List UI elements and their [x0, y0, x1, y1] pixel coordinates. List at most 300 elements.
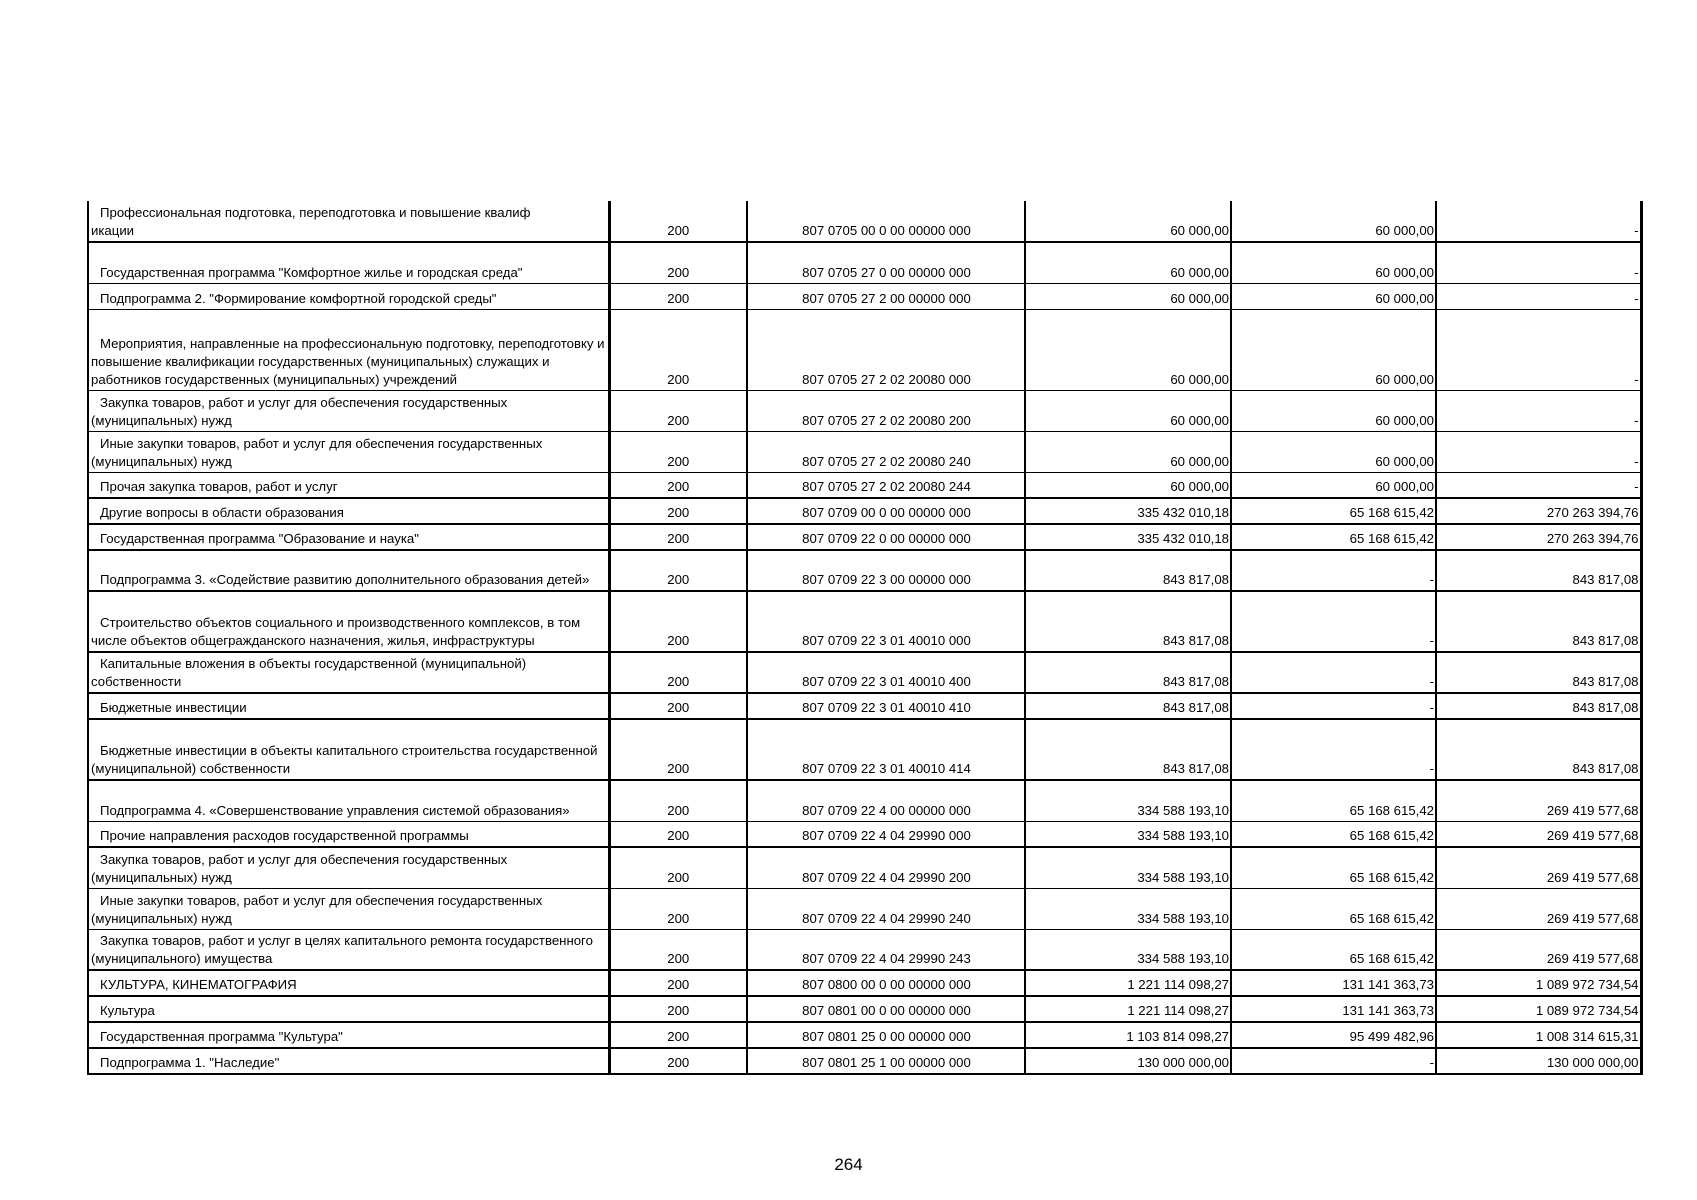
approved-amount-text: 843 817,08 — [1162, 700, 1229, 715]
budget-classification-code — [747, 550, 1025, 591]
budget-item-name-text: Мероприятия, направленные на профессиональную подготовку, переподготовку и повышение квалификации государственных (муниципальных) служащих и работников государственных (муниципальных) учреждений — [91, 335, 605, 387]
budget-classification-code-text: 807 0709 22 3 01 40010 400 — [802, 674, 971, 689]
approved-amount-text: 1 103 814 098,27 — [1126, 1029, 1229, 1044]
line-code-text: 200 — [667, 1055, 690, 1070]
budget-item-name — [88, 821, 609, 847]
budget-item-name-text: Подпрограмма 4. «Совершенствование управления системой образования» — [100, 802, 570, 818]
executed-amount-text: 65 168 615,42 — [1349, 802, 1434, 818]
unexecuted-amount-text: 1 008 314 615,31 — [1535, 1029, 1639, 1044]
budget-classification-code — [747, 283, 1025, 309]
table-row — [88, 821, 1641, 847]
unexecuted-amount — [1436, 1022, 1641, 1048]
unexecuted-amount — [1436, 970, 1641, 996]
unexecuted-amount-text: 1 089 972 734,54 — [1535, 1003, 1639, 1018]
approved-amount-text: 1 221 114 098,27 — [1127, 977, 1229, 992]
line-code-text: 200 — [667, 453, 690, 469]
budget-item-name — [88, 970, 609, 996]
budget-classification-code-text: 807 0709 00 0 00 00000 000 — [802, 505, 971, 520]
unexecuted-amount-text: 269 419 577,68 — [1546, 951, 1639, 966]
executed-amount — [1231, 652, 1436, 693]
approved-amount-text: 60 000,00 — [1170, 371, 1229, 387]
approved-amount — [1025, 550, 1231, 591]
budget-item-name-text: Государственная программа "Комфортное жилье и городская среда" — [100, 264, 523, 280]
approved-amount-text: 130 000 000,00 — [1137, 1055, 1229, 1070]
executed-amount — [1231, 550, 1436, 591]
line-code-text: 200 — [667, 264, 690, 280]
table-row — [88, 550, 1641, 591]
budget-item-name — [88, 719, 609, 780]
budget-item-name-text: Строительство объектов социального и производственного комплексов, в том числе объектов общегражданского назначения, жилья, инфраструктуры — [91, 615, 581, 648]
executed-amount-text: 131 141 363,73 — [1342, 1003, 1434, 1018]
budget-item-name — [88, 591, 609, 652]
approved-amount — [1025, 929, 1231, 970]
executed-amount — [1231, 888, 1436, 929]
line-code-text: 200 — [667, 674, 690, 689]
budget-item-name-text: Закупка товаров, работ и услуг для обеспечения государственных (муниципальных) нужд — [91, 851, 508, 885]
executed-amount-text: - — [1429, 700, 1434, 715]
unexecuted-amount — [1436, 719, 1641, 780]
unexecuted-amount-text: - — [1634, 479, 1639, 494]
unexecuted-amount — [1436, 390, 1641, 431]
approved-amount-text: 334 588 193,10 — [1137, 869, 1229, 885]
table-row — [88, 498, 1641, 524]
budget-classification-code-text: 807 0705 00 0 00 00000 000 — [802, 223, 971, 238]
budget-classification-code-text: 807 0709 22 4 04 29990 240 — [802, 910, 971, 926]
unexecuted-amount-text: 843 817,08 — [1572, 633, 1639, 648]
table-row — [88, 591, 1641, 652]
executed-amount — [1231, 780, 1436, 821]
approved-amount-text: 60 000,00 — [1170, 290, 1229, 306]
budget-item-name — [88, 693, 609, 719]
executed-amount-text: 60 000,00 — [1375, 371, 1434, 387]
unexecuted-amount — [1436, 1048, 1641, 1074]
budget-classification-code-text: 807 0801 00 0 00 00000 000 — [802, 1003, 971, 1018]
line-code — [609, 201, 747, 242]
executed-amount-text: 60 000,00 — [1375, 264, 1434, 280]
table-row — [88, 472, 1641, 498]
unexecuted-amount-text: 130 000 000,00 — [1546, 1055, 1639, 1070]
budget-classification-code-text: 807 0709 22 3 01 40010 410 — [802, 700, 971, 715]
unexecuted-amount — [1436, 524, 1641, 550]
approved-amount — [1025, 693, 1231, 719]
approved-amount-text: 843 817,08 — [1162, 674, 1229, 689]
budget-item-name-text: Подпрограмма 3. «Содействие развитию дополнительного образования детей» — [100, 572, 590, 587]
approved-amount-text: 843 817,08 — [1162, 761, 1229, 776]
approved-amount-text: 60 000,00 — [1170, 264, 1229, 280]
budget-classification-code-text: 807 0800 00 0 00 00000 000 — [802, 977, 971, 992]
line-code-text: 200 — [667, 700, 690, 715]
executed-amount — [1231, 201, 1436, 242]
table-row — [88, 996, 1641, 1022]
line-code-text: 200 — [667, 223, 690, 238]
approved-amount — [1025, 390, 1231, 431]
executed-amount-text: 65 168 615,42 — [1349, 869, 1434, 885]
budget-item-name — [88, 472, 609, 498]
approved-amount-text: 60 000,00 — [1170, 479, 1229, 494]
budget-item-name-text: Бюджетные инвестиции — [100, 700, 247, 715]
executed-amount — [1231, 524, 1436, 550]
line-code-text: 200 — [667, 828, 690, 843]
table-row — [88, 1022, 1641, 1048]
executed-amount — [1231, 309, 1436, 390]
approved-amount — [1025, 996, 1231, 1022]
table-row — [88, 201, 1641, 242]
page-number: 264 — [834, 1155, 863, 1174]
executed-amount-text: 65 168 615,42 — [1349, 505, 1434, 520]
line-code — [609, 996, 747, 1022]
approved-amount-text: 334 588 193,10 — [1137, 802, 1229, 818]
budget-classification-code-text: 807 0705 27 2 02 20080 244 — [802, 479, 971, 494]
unexecuted-amount — [1436, 498, 1641, 524]
approved-amount — [1025, 1022, 1231, 1048]
line-code-text: 200 — [667, 910, 690, 926]
unexecuted-amount-text: 270 263 394,76 — [1546, 505, 1639, 520]
approved-amount-text: 335 432 010,18 — [1137, 531, 1229, 546]
unexecuted-amount — [1436, 201, 1641, 242]
executed-amount-text: - — [1429, 761, 1434, 776]
table-row — [88, 283, 1641, 309]
line-code-text: 200 — [667, 869, 690, 885]
budget-classification-code-text: 807 0705 27 2 02 20080 200 — [802, 412, 971, 428]
budget-classification-code — [747, 524, 1025, 550]
executed-amount — [1231, 970, 1436, 996]
table-row — [88, 929, 1641, 970]
budget-item-name — [88, 242, 609, 283]
unexecuted-amount-text: - — [1634, 412, 1639, 428]
unexecuted-amount-text: 269 419 577,68 — [1546, 802, 1639, 818]
executed-amount — [1231, 498, 1436, 524]
budget-execution-table — [87, 201, 1643, 1075]
unexecuted-amount — [1436, 309, 1641, 390]
table-row — [88, 242, 1641, 283]
executed-amount-text: 60 000,00 — [1375, 479, 1434, 494]
line-code — [609, 888, 747, 929]
approved-amount-text: 1 221 114 098,27 — [1127, 1003, 1229, 1018]
budget-classification-code-text: 807 0705 27 2 02 20080 240 — [802, 453, 971, 469]
line-code — [609, 498, 747, 524]
line-code — [609, 1022, 747, 1048]
approved-amount — [1025, 970, 1231, 996]
budget-item-name — [88, 201, 609, 242]
line-code — [609, 550, 747, 591]
budget-item-name — [88, 283, 609, 309]
unexecuted-amount — [1436, 996, 1641, 1022]
executed-amount-text: - — [1429, 674, 1434, 689]
budget-item-name-text: Прочая закупка товаров, работ и услуг — [100, 479, 338, 494]
budget-classification-code — [747, 652, 1025, 693]
approved-amount — [1025, 524, 1231, 550]
table-body — [88, 201, 1641, 1074]
budget-item-name — [88, 780, 609, 821]
unexecuted-amount — [1436, 431, 1641, 472]
unexecuted-amount-text: 269 419 577,68 — [1546, 910, 1639, 926]
executed-amount-text: 60 000,00 — [1375, 290, 1434, 306]
executed-amount-text: 60 000,00 — [1375, 223, 1434, 238]
approved-amount — [1025, 719, 1231, 780]
executed-amount-text: 60 000,00 — [1375, 453, 1434, 469]
line-code-text: 200 — [667, 371, 690, 387]
budget-classification-code — [747, 970, 1025, 996]
line-code-text: 200 — [667, 802, 690, 818]
line-code — [609, 1048, 747, 1074]
budget-item-name-text: Закупка товаров, работ и услуг для обеспечения государственных (муниципальных) нужд — [91, 394, 508, 428]
budget-classification-code — [747, 821, 1025, 847]
unexecuted-amount — [1436, 550, 1641, 591]
budget-classification-code-text: 807 0705 27 2 00 00000 000 — [802, 290, 971, 306]
budget-classification-code — [747, 201, 1025, 242]
approved-amount — [1025, 283, 1231, 309]
budget-classification-code-text: 807 0709 22 4 00 00000 000 — [802, 802, 971, 818]
table-row — [88, 309, 1641, 390]
budget-item-name — [88, 888, 609, 929]
budget-classification-code-text: 807 0709 22 4 04 29990 243 — [802, 951, 971, 966]
unexecuted-amount — [1436, 929, 1641, 970]
unexecuted-amount — [1436, 780, 1641, 821]
table-row — [88, 888, 1641, 929]
unexecuted-amount-text: 843 817,08 — [1572, 761, 1639, 776]
line-code-text: 200 — [667, 505, 690, 520]
approved-amount — [1025, 309, 1231, 390]
unexecuted-amount — [1436, 591, 1641, 652]
budget-item-name-text: Прочие направления расходов государственной программы — [100, 828, 469, 843]
approved-amount — [1025, 242, 1231, 283]
unexecuted-amount — [1436, 693, 1641, 719]
budget-classification-code-text: 807 0709 22 3 01 40010 000 — [802, 633, 971, 648]
unexecuted-amount — [1436, 888, 1641, 929]
budget-item-name — [88, 431, 609, 472]
budget-classification-code — [747, 309, 1025, 390]
unexecuted-amount — [1436, 283, 1641, 309]
line-code-text: 200 — [667, 1029, 690, 1044]
budget-item-name-text: Бюджетные инвестиции в объекты капитального строительства государственной (муниципальной) собственности — [91, 743, 598, 776]
line-code — [609, 719, 747, 780]
budget-classification-code-text: 807 0709 22 4 04 29990 200 — [802, 869, 971, 885]
unexecuted-amount — [1436, 242, 1641, 283]
executed-amount-text: 131 141 363,73 — [1342, 977, 1434, 992]
executed-amount — [1231, 719, 1436, 780]
unexecuted-amount — [1436, 472, 1641, 498]
budget-item-name-text: Закупка товаров, работ и услуг в целях капитального ремонта государственного (муниципального) имущества — [91, 933, 593, 966]
budget-classification-code — [747, 929, 1025, 970]
budget-classification-code-text: 807 0705 27 0 00 00000 000 — [802, 264, 971, 280]
budget-classification-code — [747, 693, 1025, 719]
budget-item-name-text: Другие вопросы в области образования — [100, 505, 344, 520]
unexecuted-amount — [1436, 847, 1641, 888]
budget-item-name-text: Государственная программа "Культура" — [100, 1029, 343, 1044]
budget-classification-code — [747, 498, 1025, 524]
unexecuted-amount-text: 843 817,08 — [1572, 674, 1639, 689]
executed-amount-text: - — [1429, 1055, 1434, 1070]
budget-item-name — [88, 652, 609, 693]
table-row — [88, 847, 1641, 888]
budget-classification-code-text: 807 0709 22 3 00 00000 000 — [802, 572, 971, 587]
table-row — [88, 719, 1641, 780]
unexecuted-amount-text: 270 263 394,76 — [1546, 531, 1639, 546]
approved-amount — [1025, 1048, 1231, 1074]
approved-amount-text: 334 588 193,10 — [1137, 910, 1229, 926]
executed-amount — [1231, 390, 1436, 431]
unexecuted-amount-text: - — [1634, 453, 1639, 469]
line-code-text: 200 — [667, 412, 690, 428]
line-code — [609, 693, 747, 719]
budget-classification-code — [747, 431, 1025, 472]
executed-amount — [1231, 847, 1436, 888]
approved-amount-text: 60 000,00 — [1170, 223, 1229, 238]
approved-amount — [1025, 652, 1231, 693]
budget-classification-code — [747, 1048, 1025, 1074]
line-code — [609, 847, 747, 888]
budget-classification-code-text: 807 0709 22 3 01 40010 414 — [802, 761, 971, 776]
executed-amount-text: 65 168 615,42 — [1349, 951, 1434, 966]
approved-amount — [1025, 888, 1231, 929]
approved-amount-text: 843 817,08 — [1162, 572, 1229, 587]
executed-amount-text: 95 499 482,96 — [1349, 1029, 1434, 1044]
table-row — [88, 1048, 1641, 1074]
budget-item-name-text: Подпрограмма 1. "Наследие" — [100, 1055, 280, 1070]
unexecuted-amount-text: 269 419 577,68 — [1546, 869, 1639, 885]
budget-item-name-text: Иные закупки товаров, работ и услуг для обеспечения государственных (муниципальных) нужд — [91, 435, 543, 469]
table-row — [88, 970, 1641, 996]
executed-amount-text: 65 168 615,42 — [1349, 910, 1434, 926]
unexecuted-amount-text: - — [1634, 223, 1639, 238]
approved-amount — [1025, 821, 1231, 847]
budget-item-name-text: Культура — [100, 1003, 155, 1018]
budget-classification-code-text: 807 0801 25 0 00 00000 000 — [802, 1029, 971, 1044]
budget-classification-code — [747, 888, 1025, 929]
line-code — [609, 652, 747, 693]
budget-item-name-text: Профессиональная подготовка, переподготовка и повышение квалиф икации — [91, 205, 531, 238]
line-code — [609, 970, 747, 996]
budget-item-name-text: Капитальные вложения в объекты государственной (муниципальной) собственности — [91, 656, 527, 689]
budget-item-name — [88, 929, 609, 970]
unexecuted-amount-text: - — [1634, 290, 1639, 306]
line-code — [609, 390, 747, 431]
approved-amount-text: 843 817,08 — [1162, 633, 1229, 648]
budget-item-name-text: Государственная программа "Образование и наука" — [100, 531, 419, 546]
line-code-text: 200 — [667, 479, 690, 494]
executed-amount — [1231, 472, 1436, 498]
line-code-text: 200 — [667, 531, 690, 546]
table-row — [88, 390, 1641, 431]
executed-amount — [1231, 1048, 1436, 1074]
approved-amount-text: 60 000,00 — [1170, 412, 1229, 428]
line-code — [609, 242, 747, 283]
table-row — [88, 652, 1641, 693]
approved-amount — [1025, 472, 1231, 498]
budget-item-name — [88, 309, 609, 390]
executed-amount — [1231, 591, 1436, 652]
unexecuted-amount — [1436, 652, 1641, 693]
budget-item-name-text: КУЛЬТУРА, КИНЕМАТОГРАФИЯ — [100, 977, 297, 992]
executed-amount — [1231, 693, 1436, 719]
approved-amount — [1025, 780, 1231, 821]
line-code — [609, 929, 747, 970]
budget-item-name — [88, 498, 609, 524]
unexecuted-amount-text: 843 817,08 — [1572, 700, 1639, 715]
executed-amount — [1231, 996, 1436, 1022]
budget-item-name-text: Иные закупки товаров, работ и услуг для обеспечения государственных (муниципальных) нужд — [91, 892, 543, 926]
line-code-text: 200 — [667, 633, 690, 648]
budget-classification-code-text: 807 0709 22 0 00 00000 000 — [802, 531, 971, 546]
line-code — [609, 821, 747, 847]
line-code-text: 200 — [667, 951, 690, 966]
budget-item-name — [88, 847, 609, 888]
table-row — [88, 431, 1641, 472]
line-code — [609, 524, 747, 550]
budget-classification-code — [747, 242, 1025, 283]
line-code — [609, 472, 747, 498]
executed-amount-text: - — [1429, 633, 1434, 648]
executed-amount — [1231, 1022, 1436, 1048]
approved-amount-text: 334 588 193,10 — [1137, 951, 1229, 966]
line-code — [609, 431, 747, 472]
unexecuted-amount-text: - — [1634, 264, 1639, 280]
approved-amount — [1025, 498, 1231, 524]
budget-item-name — [88, 1022, 609, 1048]
line-code — [609, 591, 747, 652]
budget-item-name-text: Подпрограмма 2. "Формирование комфортной городской среды" — [100, 290, 497, 306]
approved-amount — [1025, 201, 1231, 242]
approved-amount-text: 60 000,00 — [1170, 453, 1229, 469]
executed-amount — [1231, 929, 1436, 970]
table-row — [88, 780, 1641, 821]
budget-classification-code — [747, 472, 1025, 498]
line-code-text: 200 — [667, 1003, 690, 1018]
executed-amount — [1231, 821, 1436, 847]
line-code-text: 200 — [667, 761, 690, 776]
unexecuted-amount-text: 1 089 972 734,54 — [1535, 977, 1639, 992]
table-row — [88, 524, 1641, 550]
table-row — [88, 693, 1641, 719]
line-code — [609, 309, 747, 390]
budget-classification-code — [747, 780, 1025, 821]
line-code-text: 200 — [667, 977, 690, 992]
budget-item-name — [88, 550, 609, 591]
executed-amount-text: 60 000,00 — [1375, 412, 1434, 428]
line-code-text: 200 — [667, 290, 690, 306]
budget-classification-code-text: 807 0705 27 2 02 20080 000 — [802, 371, 971, 387]
line-code-text: 200 — [667, 572, 690, 587]
budget-item-name — [88, 1048, 609, 1074]
approved-amount-text: 335 432 010,18 — [1137, 505, 1229, 520]
executed-amount-text: 65 168 615,42 — [1349, 531, 1434, 546]
budget-item-name — [88, 524, 609, 550]
budget-classification-code — [747, 996, 1025, 1022]
unexecuted-amount-text: - — [1634, 371, 1639, 387]
budget-classification-code-text: 807 0801 25 1 00 00000 000 — [802, 1055, 971, 1070]
budget-classification-code — [747, 1022, 1025, 1048]
approved-amount — [1025, 591, 1231, 652]
approved-amount — [1025, 847, 1231, 888]
budget-item-name — [88, 996, 609, 1022]
executed-amount — [1231, 283, 1436, 309]
unexecuted-amount-text: 269 419 577,68 — [1546, 828, 1639, 843]
executed-amount — [1231, 242, 1436, 283]
unexecuted-amount-text: 843 817,08 — [1572, 572, 1639, 587]
unexecuted-amount — [1436, 821, 1641, 847]
approved-amount-text: 334 588 193,10 — [1137, 828, 1229, 843]
budget-item-name — [88, 390, 609, 431]
budget-classification-code — [747, 591, 1025, 652]
line-code — [609, 780, 747, 821]
approved-amount — [1025, 431, 1231, 472]
budget-classification-code — [747, 719, 1025, 780]
executed-amount-text: 65 168 615,42 — [1349, 828, 1434, 843]
budget-classification-code-text: 807 0709 22 4 04 29990 000 — [802, 828, 971, 843]
budget-classification-code — [747, 390, 1025, 431]
budget-classification-code — [747, 847, 1025, 888]
executed-amount — [1231, 431, 1436, 472]
